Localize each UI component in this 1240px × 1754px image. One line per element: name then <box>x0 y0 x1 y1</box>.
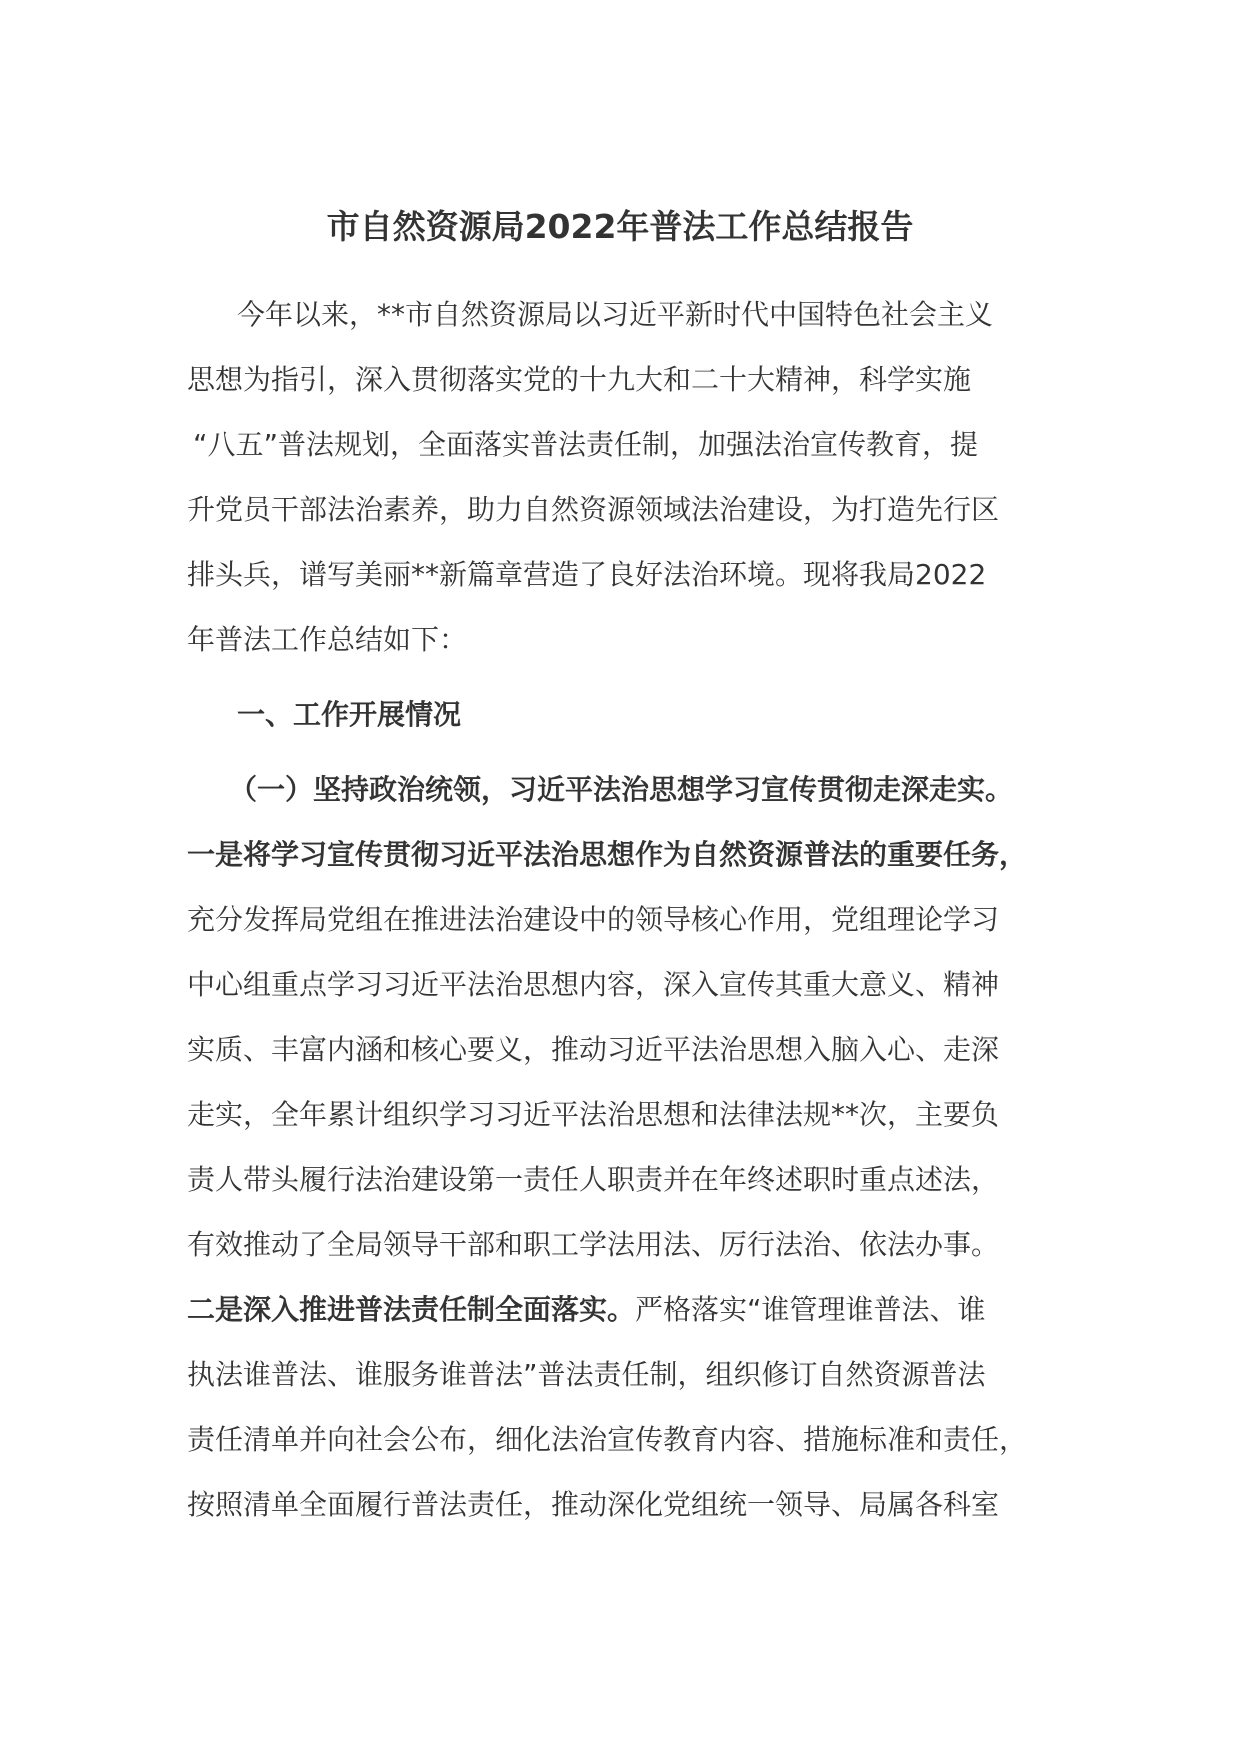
point-2-line: 责任清单并向社会公布，细化法治宣传教育内容、措施标准和责任， <box>187 1423 1028 1456</box>
point-1-lead: 一是将学习宣传贯彻习近平法治思想作为自然资源普法的重要任务， <box>187 838 1028 871</box>
intro-line: 排头兵，谱写美丽**新篇章营造了良好法治环境。现将我局2022 <box>187 558 987 591</box>
intro-line: 思想为指引，深入贯彻落实党的十九大和二十大精神，科学实施 <box>187 363 972 396</box>
intro-line: 升党员干部法治素养，助力自然资源领域法治建设，为打造先行区 <box>187 493 1000 526</box>
subsection-paragraph <box>187 757 1067 1537</box>
point-2-first-line-rest: 严格落实“谁管理谁普法、谁 <box>635 1293 986 1326</box>
document-title: 市自然资源局2022年普法工作总结报告 <box>326 207 914 246</box>
point-1-line: 中心组重点学习习近平法治思想内容，深入宣传其重大意义、精神 <box>187 968 1000 1001</box>
point-1-line: 责人带头履行法治建设第一责任人职责并在年终述职时重点述法， <box>187 1163 1000 1196</box>
point-2-line: 按照清单全面履行普法责任，推动深化党组统一领导、局属各科室 <box>187 1488 1000 1521</box>
subsection-heading: （一）坚持政治统领，习近平法治思想学习宣传贯彻走深走实。 <box>229 773 1014 806</box>
point-1-line: 有效推动了全局领导干部和职工学法用法、厉行法治、依法办事。 <box>187 1228 1000 1261</box>
point-2-line: 执法谁普法、谁服务谁普法”普法责任制，组织修订自然资源普法 <box>187 1358 986 1391</box>
point-2-lead: 二是深入推进普法责任制全面落实。 <box>187 1293 636 1326</box>
point-2-first-line <box>187 1277 1067 1342</box>
intro-paragraph <box>187 282 1067 672</box>
point-1-line: 实质、丰富内涵和核心要义，推动习近平法治思想入脑入心、走深 <box>187 1033 1000 1066</box>
point-1-line: 走实，全年累计组织学习习近平法治思想和法律法规**次，主要负 <box>187 1098 1000 1131</box>
point-1-line: 充分发挥局党组在推进法治建设中的领导核心作用，党组理论学习 <box>187 903 1000 936</box>
section-heading: 一、工作开展情况 <box>237 698 462 731</box>
intro-line: 今年以来，**市自然资源局以习近平新时代中国特色社会主义 <box>237 298 994 331</box>
intro-line: 年普法工作总结如下： <box>187 623 468 656</box>
intro-line: “八五”普法规划，全面落实普法责任制，加强法治宣传教育，提 <box>193 428 979 461</box>
document-body <box>187 282 1067 1537</box>
